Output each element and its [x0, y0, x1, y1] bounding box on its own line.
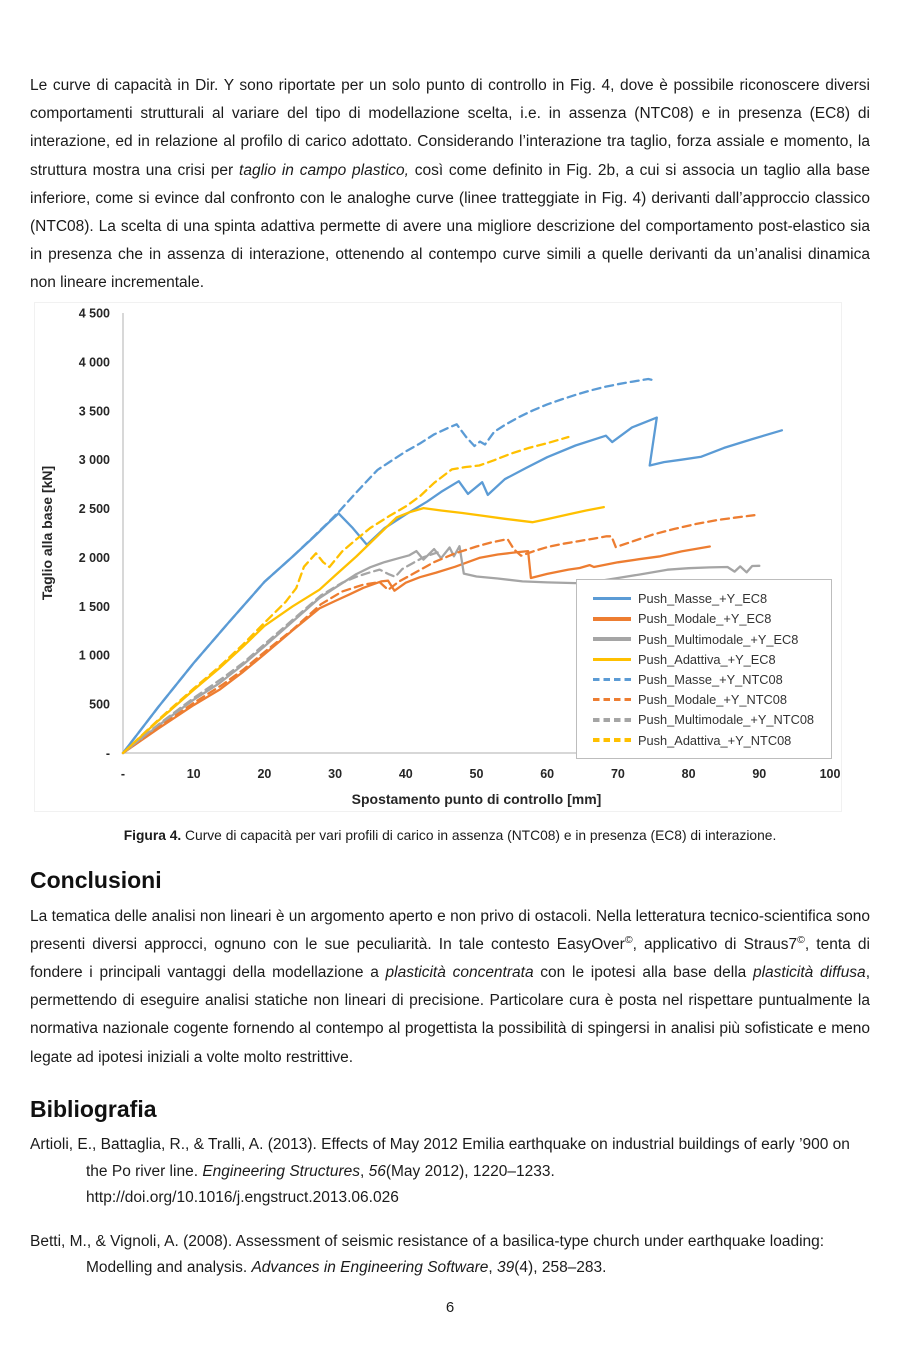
x-tick-label: 20 — [257, 766, 272, 781]
legend-label: Push_Adattiva_+Y_EC8 — [638, 651, 776, 667]
legend-dashed-line-sample — [593, 678, 631, 681]
y-tick-label: 1 500 — [78, 599, 110, 614]
x-tick-label: - — [120, 766, 126, 781]
y-tick-label: 3 500 — [78, 403, 110, 418]
capacity-chart — [34, 302, 842, 812]
legend-item — [593, 649, 827, 669]
y-tick-label: 500 — [89, 697, 110, 712]
x-tick-label: 90 — [752, 766, 767, 781]
intro-paragraph — [30, 72, 870, 298]
legend-item — [593, 629, 827, 649]
y-tick-label: 2 000 — [78, 550, 110, 565]
text-run: (May 2012), 1220–1233. http://doi.org/10.1016/j.engstruct.2013.06.026 — [86, 1162, 555, 1207]
text-run: , permettendo di eseguire analisi statiche non lineari di precisione. Particolare cura è posta nel rispettare puntualmente la normativa nazionale cogente fornendo al contempo al progettista la possibilità di spingersi in analisi più sofisticate e meno legate ad ipotesi iniziali a volte molto restrittive. — [30, 964, 870, 1066]
italic-text-run: plasticità concentrata — [385, 964, 534, 982]
legend-solid-line-sample — [593, 617, 631, 620]
x-tick-label: 60 — [540, 766, 555, 781]
text-run: (4), 258–283. — [514, 1259, 607, 1277]
y-tick-label: 2 500 — [78, 501, 110, 516]
text-run: , tenta di fondere i principali vantaggi della modellazione a — [30, 935, 870, 982]
text-run: , — [359, 1162, 369, 1180]
y-tick-label: - — [105, 746, 110, 761]
legend-dashed-line-sample — [593, 718, 631, 721]
figure-caption — [30, 828, 870, 843]
italic-text-run: Engineering Structures — [202, 1162, 360, 1180]
y-tick-label: 1 000 — [78, 648, 110, 663]
y-tick-label: 4 500 — [78, 306, 110, 321]
conclusions-paragraph — [30, 903, 870, 1072]
x-tick-label: 10 — [186, 766, 201, 781]
legend-label: Push_Masse_+Y_EC8 — [638, 591, 768, 607]
x-axis-title: Spostamento punto di controllo [mm] — [351, 790, 602, 807]
legend-dashed-line-sample — [593, 698, 631, 701]
legend-item — [593, 669, 827, 689]
y-tick-label: 3 000 — [78, 452, 110, 467]
text-run: Betti, M., & Vignoli, A. (2008). Assessment of seismic resistance of a basilica-type church under earthquake loading: Modelling and analysis. — [30, 1232, 825, 1277]
legend-dashed-line-sample — [593, 738, 631, 741]
legend-solid-line-sample — [593, 637, 631, 640]
legend-solid-line-sample — [593, 597, 631, 600]
x-tick-label: 100 — [819, 766, 841, 781]
italic-text-run: plasticità diffusa — [752, 964, 866, 982]
legend-label: Push_Multimodale_+Y_EC8 — [638, 631, 799, 647]
text-run: La tematica delle analisi non lineari è un argomento aperto e non privo di ostacoli. Nella letteratura tecnico-scientifica sono presenti diversi approcci, ognuno con le sue peculiarità. In tale contesto EasyOver — [30, 907, 870, 953]
x-tick-label: 40 — [398, 766, 413, 781]
reference-entry — [30, 1132, 870, 1212]
superscript-symbol: © — [797, 933, 805, 946]
chart-legend — [576, 579, 832, 759]
legend-item — [593, 589, 827, 609]
figure-caption-label: Figura 4. — [123, 827, 182, 843]
figure-caption-text: Curve di capacità per vari profili di carico in assenza (NTC08) e in presenza (EC8) di interazione. — [181, 827, 777, 843]
legend-item — [593, 730, 827, 750]
reference-entry — [30, 1229, 870, 1282]
legend-item — [593, 609, 827, 629]
italic-text-run: 39 — [497, 1259, 515, 1277]
text-run: Le curve di capacità in Dir. Y sono riportate per un solo punto di controllo in Fig. 4, dove è possibile riconoscere diversi comportamenti strutturali al variare del tipo di modellazione scelta, i.e. in assenza (NTC08) e in presenza (EC8) di interazione, ed in relazione al profilo di carico adottato. Considerando l’interazione tra taglio, forza assiale e momento, la struttura mostra una crisi per — [30, 77, 870, 179]
x-tick-label: 80 — [681, 766, 696, 781]
legend-item — [593, 710, 827, 730]
legend-label: Push_Multimodale_+Y_NTC08 — [638, 712, 815, 728]
page-number: 6 — [445, 1299, 455, 1317]
text-run: , applicativo di Straus7 — [632, 935, 798, 953]
legend-label: Push_Modale_+Y_NTC08 — [638, 692, 788, 708]
text-run: così come definito in Fig. 2b, a cui si associa un taglio alla base inferiore, come si evince dal confronto con le analoghe curve (linee tratteggiate in Fig. 4) derivanti dall’approccio classico (NTC08). La scelta di una spinta adattiva permette di avere una migliore descrizione del comportamento post-elastico sia in presenza che in assenza di interazione, ottenendo al contempo curve simili a quelle derivanti da un’analisi dinamica non lineare incrementale. — [30, 161, 870, 292]
text-run: con le ipotesi alla base della — [533, 964, 753, 982]
italic-text-run: 56 — [368, 1162, 386, 1180]
text-run: Artioli, E., Battaglia, R., & Tralli, A. (2013). Effects of May 2012 Emilia earthquake on industrial buildings of early ’900 on the Po river line. — [30, 1135, 850, 1180]
italic-text-run: taglio in campo plastico, — [239, 161, 409, 179]
y-axis-title: Taglio alla base [kN] — [39, 465, 55, 600]
x-tick-label: 50 — [469, 766, 484, 781]
x-tick-label: 70 — [610, 766, 625, 781]
superscript-symbol: © — [624, 933, 633, 946]
legend-label: Push_Masse_+Y_NTC08 — [638, 671, 783, 687]
conclusions-heading: Conclusioni — [30, 866, 162, 893]
figure-4 — [30, 302, 870, 843]
legend-label: Push_Adattiva_+Y_NTC08 — [638, 732, 792, 748]
legend-item — [593, 690, 827, 710]
bibliography-heading: Bibliografia — [30, 1095, 157, 1122]
legend-label: Push_Modale_+Y_EC8 — [638, 611, 772, 627]
legend-solid-line-sample — [593, 658, 631, 661]
italic-text-run: Advances in Engineering Software — [251, 1259, 489, 1277]
text-run: , — [488, 1259, 498, 1277]
x-tick-label: 30 — [328, 766, 343, 781]
series-Push_Adattiva_+Y_EC8 — [123, 507, 604, 753]
y-tick-label: 4 000 — [78, 355, 110, 370]
